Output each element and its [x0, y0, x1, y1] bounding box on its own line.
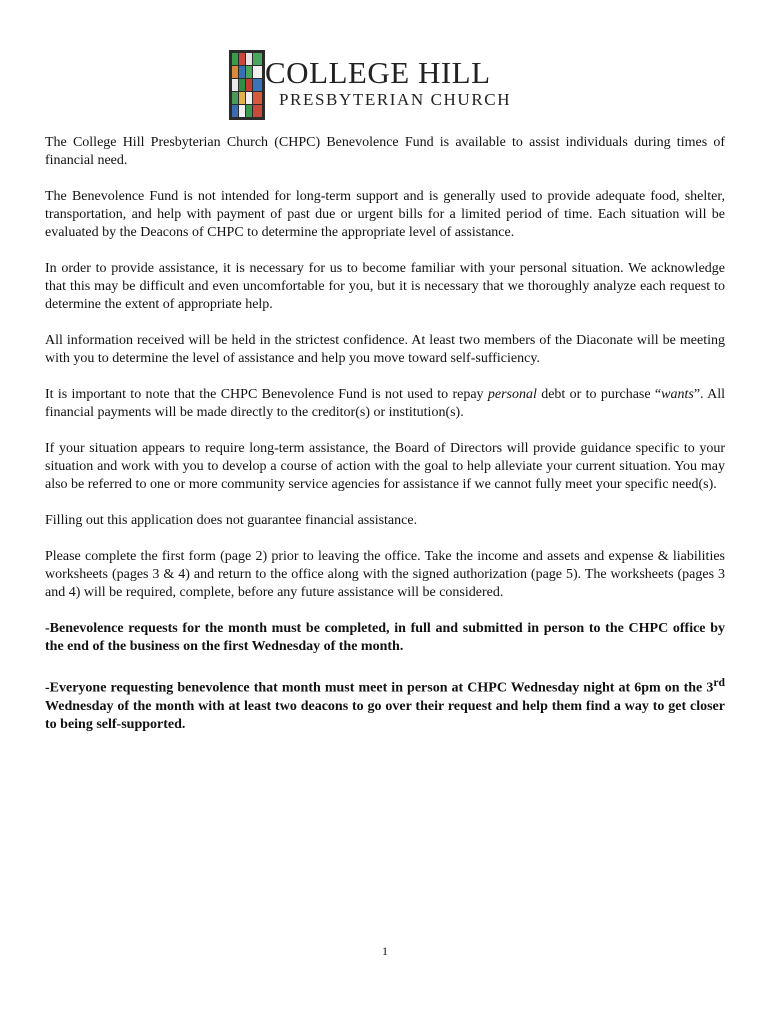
document-body: [45, 134, 725, 752]
paragraph-meeting: [45, 674, 725, 734]
debt-note-wants: wants: [661, 387, 694, 402]
paragraph-debt-note: [45, 386, 725, 422]
meeting-text-1: -Everyone requesting benevolence that month must meet in person at CHPC Wednesday night at 6pm on the 3: [45, 680, 714, 696]
debt-note-text-1: It is important to note that the CHPC Benevolence Fund is not used to repay: [45, 387, 488, 402]
paragraph-assistance: In order to provide assistance, it is necessary for us to become familiar with your personal situation. We acknowledge that this may be difficult and even uncomfortable for you, but it is necessary that we thoroughly analyze each request to determine the extent of appropriate help.: [45, 261, 725, 312]
org-subtitle: PRESBYTERIAN CHURCH: [279, 90, 512, 109]
stained-glass-window-icon: [229, 50, 265, 120]
church-logo: [229, 50, 529, 122]
debt-note-text-3: ”. All financial payments will be made directly to the creditor(s) or institution(s).: [45, 387, 725, 420]
paragraph-long-term: If your situation appears to require long-term assistance, the Board of Directors will provide guidance specific to your situation and work with you to develop a course of action with the goal to help alleviate your current situation. You may also be referred to one or more community service agencies for assistance if we cannot fully meet your specific need(s).: [45, 441, 725, 492]
org-name: COLLEGE HILL: [265, 55, 491, 90]
paragraph-no-guarantee: Filling out this application does not guarantee financial assistance.: [45, 513, 418, 528]
paragraph-instructions: Please complete the first form (page 2) prior to leaving the office. Take the income and assets and expense & liabilities worksheets (pages 3 & 4) and return to the office along with the signed authorization (page 5). The worksheets (pages 3 and 4) will be required, complete, before any future assistance will be considered.: [45, 549, 725, 600]
page-number: 1: [382, 944, 388, 958]
debt-note-personal: personal: [487, 387, 537, 402]
debt-note-text-2: debt or to purchase “: [536, 387, 662, 402]
paragraph-intro: The College Hill Presbyterian Church (CHPC) Benevolence Fund is available to assist individuals during times of financial need.: [45, 135, 725, 168]
paragraph-deadline: -Benevolence requests for the month must be completed, in full and submitted in person to the CHPC office by the end of the business on the first Wednesday of the month.: [45, 621, 725, 654]
paragraph-purpose: The Benevolence Fund is not intended for long-term support and is generally used to provide adequate food, shelter, transportation, and help with payment of past due or urgent bills for a limited period of time. Each situation will be evaluated by the Deacons of CHPC to determine the appropriate level of assistance.: [45, 189, 725, 240]
paragraph-confidentiality: All information received will be held in the strictest confidence. At least two members of the Diaconate will be meeting with you to determine the level of assistance and help you move toward self-sufficiency.: [45, 333, 725, 366]
meeting-ordinal-suffix: rd: [713, 676, 725, 689]
meeting-text-2: Wednesday of the month with at least two deacons to go over their request and help them find a way to get closer to being self-supported.: [45, 698, 725, 732]
